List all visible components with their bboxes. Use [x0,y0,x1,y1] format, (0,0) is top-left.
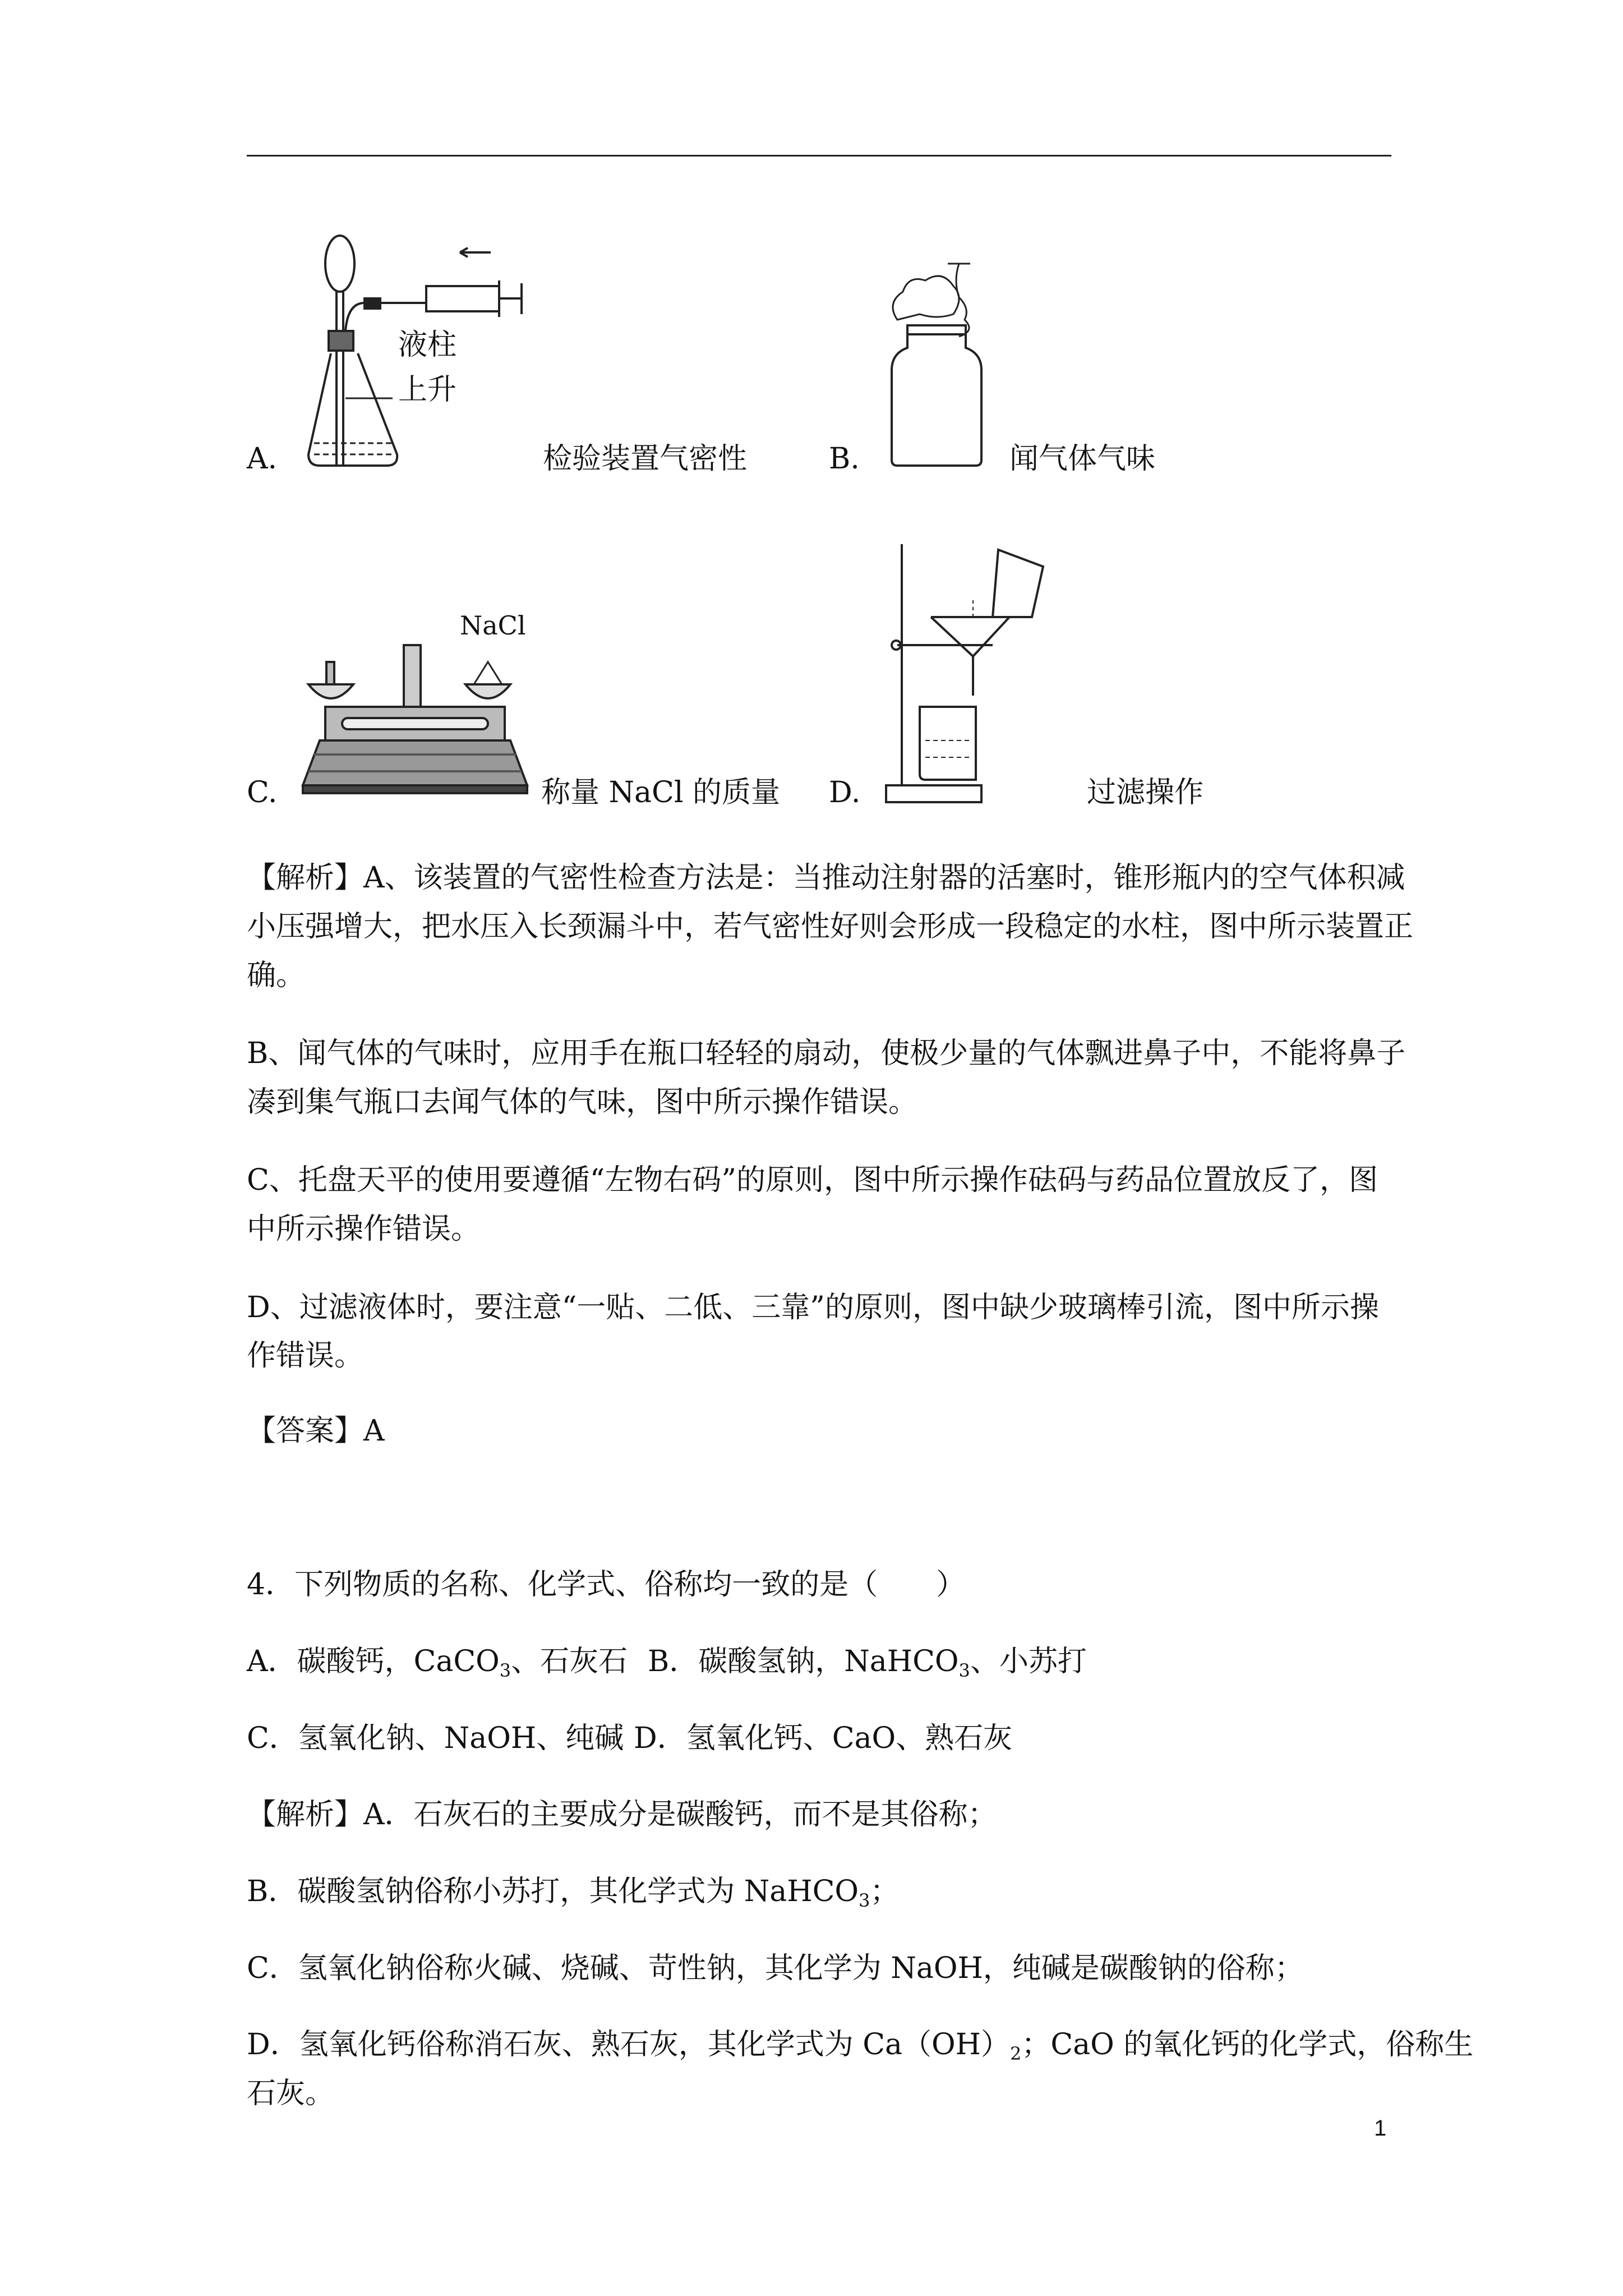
q4-option-b-text: B．碳酸氢钠，NaHCO [648,1645,959,1678]
option-a-letter: A. [247,442,278,476]
answer-q3: 【答案】A [247,1414,385,1448]
option-d-letter: D. [829,776,861,809]
q4-option-d: D．氢氧化钙、CaO、熟石灰 [634,1722,1013,1755]
analysis-c-line: C、托盘天平的使用要遵循“左物右码”的原则，图中所示操作砝码与药品位置放反了，图 [247,1163,1378,1197]
analysis-b-line: B、闻气体的气味时，应用手在瓶口轻轻的扇动，使极少量的气体飘进鼻子中，不能将鼻子 [247,1037,1406,1070]
subscript: 3 [958,1660,970,1681]
option-c-letter: C. [247,776,278,809]
option-b-caption: 闻气体气味 [1009,442,1156,476]
subscript: 3 [499,1660,511,1681]
q4-option-a-text-end: 、石灰石 [511,1645,628,1678]
q4-option-b [648,1642,1087,1681]
page-number: 1 [1374,2116,1387,2141]
q4-analysis-b-text: B．碳酸氢钠俗称小苏打，其化学式为 NaHCO [247,1875,859,1908]
q4-analysis-d [247,2025,1473,2064]
analysis-b-line: 凑到集气瓶口去闻气体的气味，图中所示操作错误。 [247,1085,918,1119]
option-a-caption: 检验装置气密性 [543,442,748,476]
header-rule [247,155,1391,157]
analysis-a-line: 小压强增大，把水压入长颈漏斗中，若气密性好则会形成一段稳定的水柱，图中所示装置正 [247,910,1414,944]
q4-analysis-d-end: ；CaO 的氧化钙的化学式，俗称生 [1021,2028,1474,2062]
analysis-c-line: 中所示操作错误。 [247,1212,481,1246]
figure-label-liquid: 液柱 [398,328,457,362]
option-b-letter: B. [829,442,860,476]
q4-analysis-b [247,1872,899,1911]
q4-analysis-b-end: ； [870,1875,900,1908]
q4-analysis-d-cont: 石灰。 [247,2077,335,2110]
q4-option-c: C．氢氧化钠、NaOH、纯碱 [247,1722,624,1755]
option-c-caption: 称量 NaCl 的质量 [541,776,780,809]
subscript: 2 [1010,2043,1022,2064]
q4-analysis-a: 【解析】A．石灰石的主要成分是碳酸钙，而不是其俗称； [247,1798,997,1832]
subscript: 3 [859,1890,870,1911]
balance-scale-figure [297,634,533,802]
q4-analysis-d-text: D．氢氧化钙俗称消石灰、熟石灰，其化学式为 Ca（OH） [247,2028,1010,2062]
q4-option-b-text-end: 、小苏打 [970,1645,1087,1678]
figure-label-rise: 上升 [398,373,457,407]
q4-option-a [247,1642,628,1681]
q4-analysis-c: C．氢氧化钠俗称火碱、烧碱、苛性钠，其化学为 NaOH，纯碱是碳酸钠的俗称； [247,1952,1304,1985]
analysis-d-line: D、过滤液体时，要注意“一贴、二低、三靠”的原则，图中缺少玻璃棒引流，图中所示操 [247,1291,1379,1324]
filtration-figure [880,539,1105,808]
figure-label-nacl: NaCl [460,610,526,641]
option-d-caption: 过滤操作 [1087,776,1204,809]
analysis-a-line: 【解析】A、该装置的气密性检查方法是：当推动注射器的活塞时，锥形瓶内的空气体积减 [247,861,1405,895]
analysis-d-line: 作错误。 [247,1339,364,1373]
question-4: 4．下列物质的名称、化学式、俗称均一致的是（ ） [247,1568,966,1602]
smelling-gas-figure [880,252,1026,477]
analysis-a-line: 确。 [247,959,306,992]
q4-option-a-text: A．碳酸钙，CaCO [247,1645,500,1678]
